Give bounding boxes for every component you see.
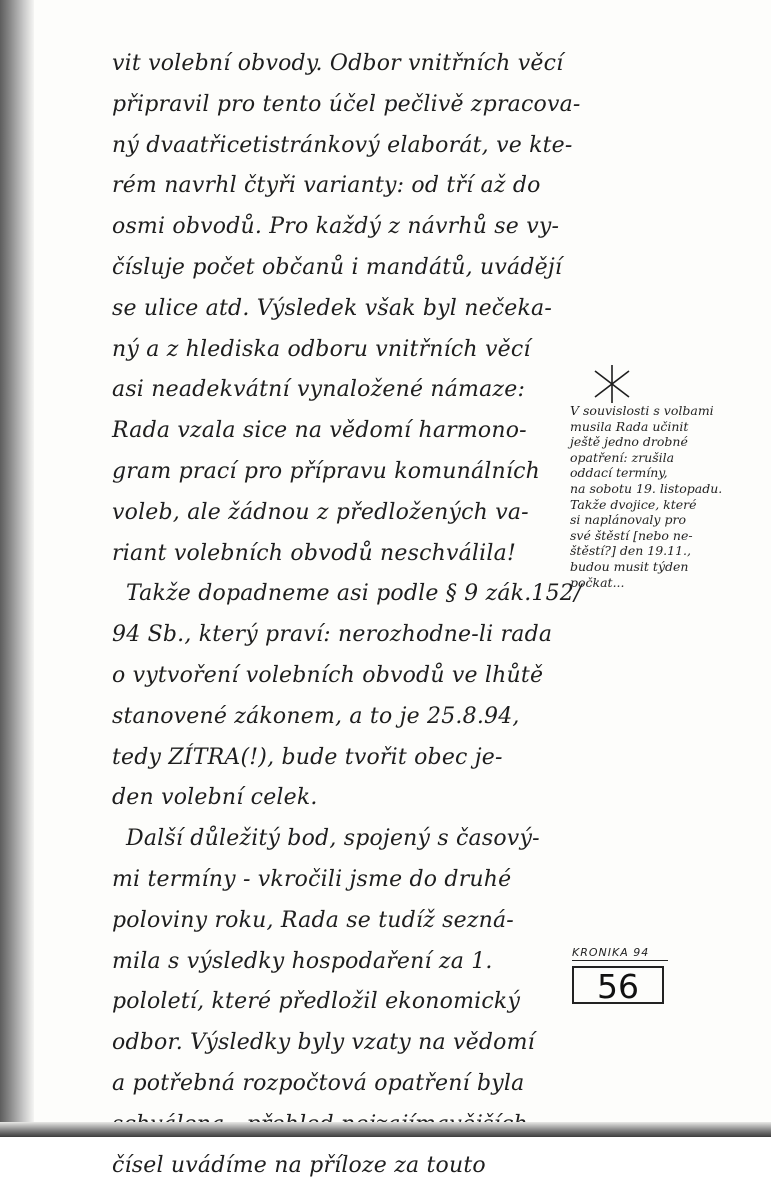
note-line: V souvislosti s volbami	[570, 403, 714, 418]
note-line: budou musit týden	[570, 558, 689, 574]
text-line: Takže dopadneme asi podle § 9 zák.152/	[126, 581, 582, 607]
main-handwritten-text	[112, 44, 582, 1186]
text-line: a potřebná rozpočtová opatření byla	[112, 1070, 525, 1096]
margin-note-text	[570, 403, 766, 590]
note-line: opatření: zrušila	[570, 449, 675, 465]
note-line: na sobotu 19. listopadu.	[570, 480, 723, 496]
text-line: ný dvaatřicetistránkový elaborát, ve kte-	[112, 132, 573, 158]
text-line: o vytvoření volebních obvodů ve lhůtě	[112, 662, 544, 688]
note-line: své štěstí [nebo ne-	[570, 527, 693, 543]
binding-shadow	[0, 0, 34, 1137]
asterisk-icon	[592, 363, 632, 405]
text-line: poloviny roku, Rada se tudíž sezná-	[112, 907, 514, 933]
text-line: osmi obvodů. Pro každý z návrhů se vy-	[112, 214, 560, 240]
text-line: odbor. Výsledky byly vzaty na vědomí	[112, 1030, 535, 1056]
page-footer	[572, 946, 672, 1004]
text-line: mi termíny - vkročili jsme do druhé	[112, 866, 512, 892]
text-line: rém navrhl čtyři varianty: od tří až do	[112, 173, 541, 199]
text-line: ný a z hlediska odboru vnitřních věcí	[112, 336, 531, 362]
text-line: čísluje počet občanů i mandátů, uvádějí	[112, 254, 563, 280]
note-line: musila Rada učinit	[570, 418, 689, 434]
note-line: počkat...	[570, 574, 625, 590]
note-line: ještě jedno drobné	[570, 434, 688, 450]
text-line: asi neadekvátní vynaložené námaze:	[112, 377, 526, 403]
note-line: si naplánovaly pro	[570, 512, 686, 528]
text-line: se ulice atd. Výsledek však byl nečeka-	[112, 295, 553, 321]
text-line: vit volební obvody. Odbor vnitřních věcí	[112, 51, 564, 76]
page-number: 56	[572, 966, 664, 1004]
text-line: gram prací pro přípravu komunálních	[112, 458, 541, 484]
text-line: čísel uvádíme na příloze za touto	[112, 1152, 486, 1178]
note-line: oddací termíny,	[570, 465, 668, 481]
text-line: připravil pro tento účel pečlivě zpracova-	[112, 91, 581, 117]
bottom-edge-shadow	[0, 1122, 771, 1137]
text-line: pololetí, které předložil ekonomický	[112, 989, 521, 1015]
note-line: Takže dvojice, které	[570, 496, 697, 512]
text-line: Další důležitý bod, spojený s časový-	[126, 826, 540, 852]
text-line: 94 Sb., který praví: nerozhodne-li rada	[112, 622, 553, 648]
text-line: stanovené zákonem, a to je 25.8.94,	[112, 703, 520, 729]
text-line: riant volebních obvodů neschválila!	[112, 540, 516, 566]
text-line: Rada vzala sice na vědomí harmono-	[112, 418, 527, 444]
text-line: den volební celek.	[112, 785, 318, 811]
chronicle-label: KRONIKA 94	[572, 946, 668, 961]
text-line: voleb, ale žádnou z předložených va-	[112, 499, 529, 525]
note-line: štěstí?] den 19.11.,	[570, 543, 691, 559]
text-line: tedy ZÍTRA(!), bude tvořit obec je-	[112, 744, 503, 770]
text-line: mila s výsledky hospodaření za 1.	[112, 948, 493, 974]
